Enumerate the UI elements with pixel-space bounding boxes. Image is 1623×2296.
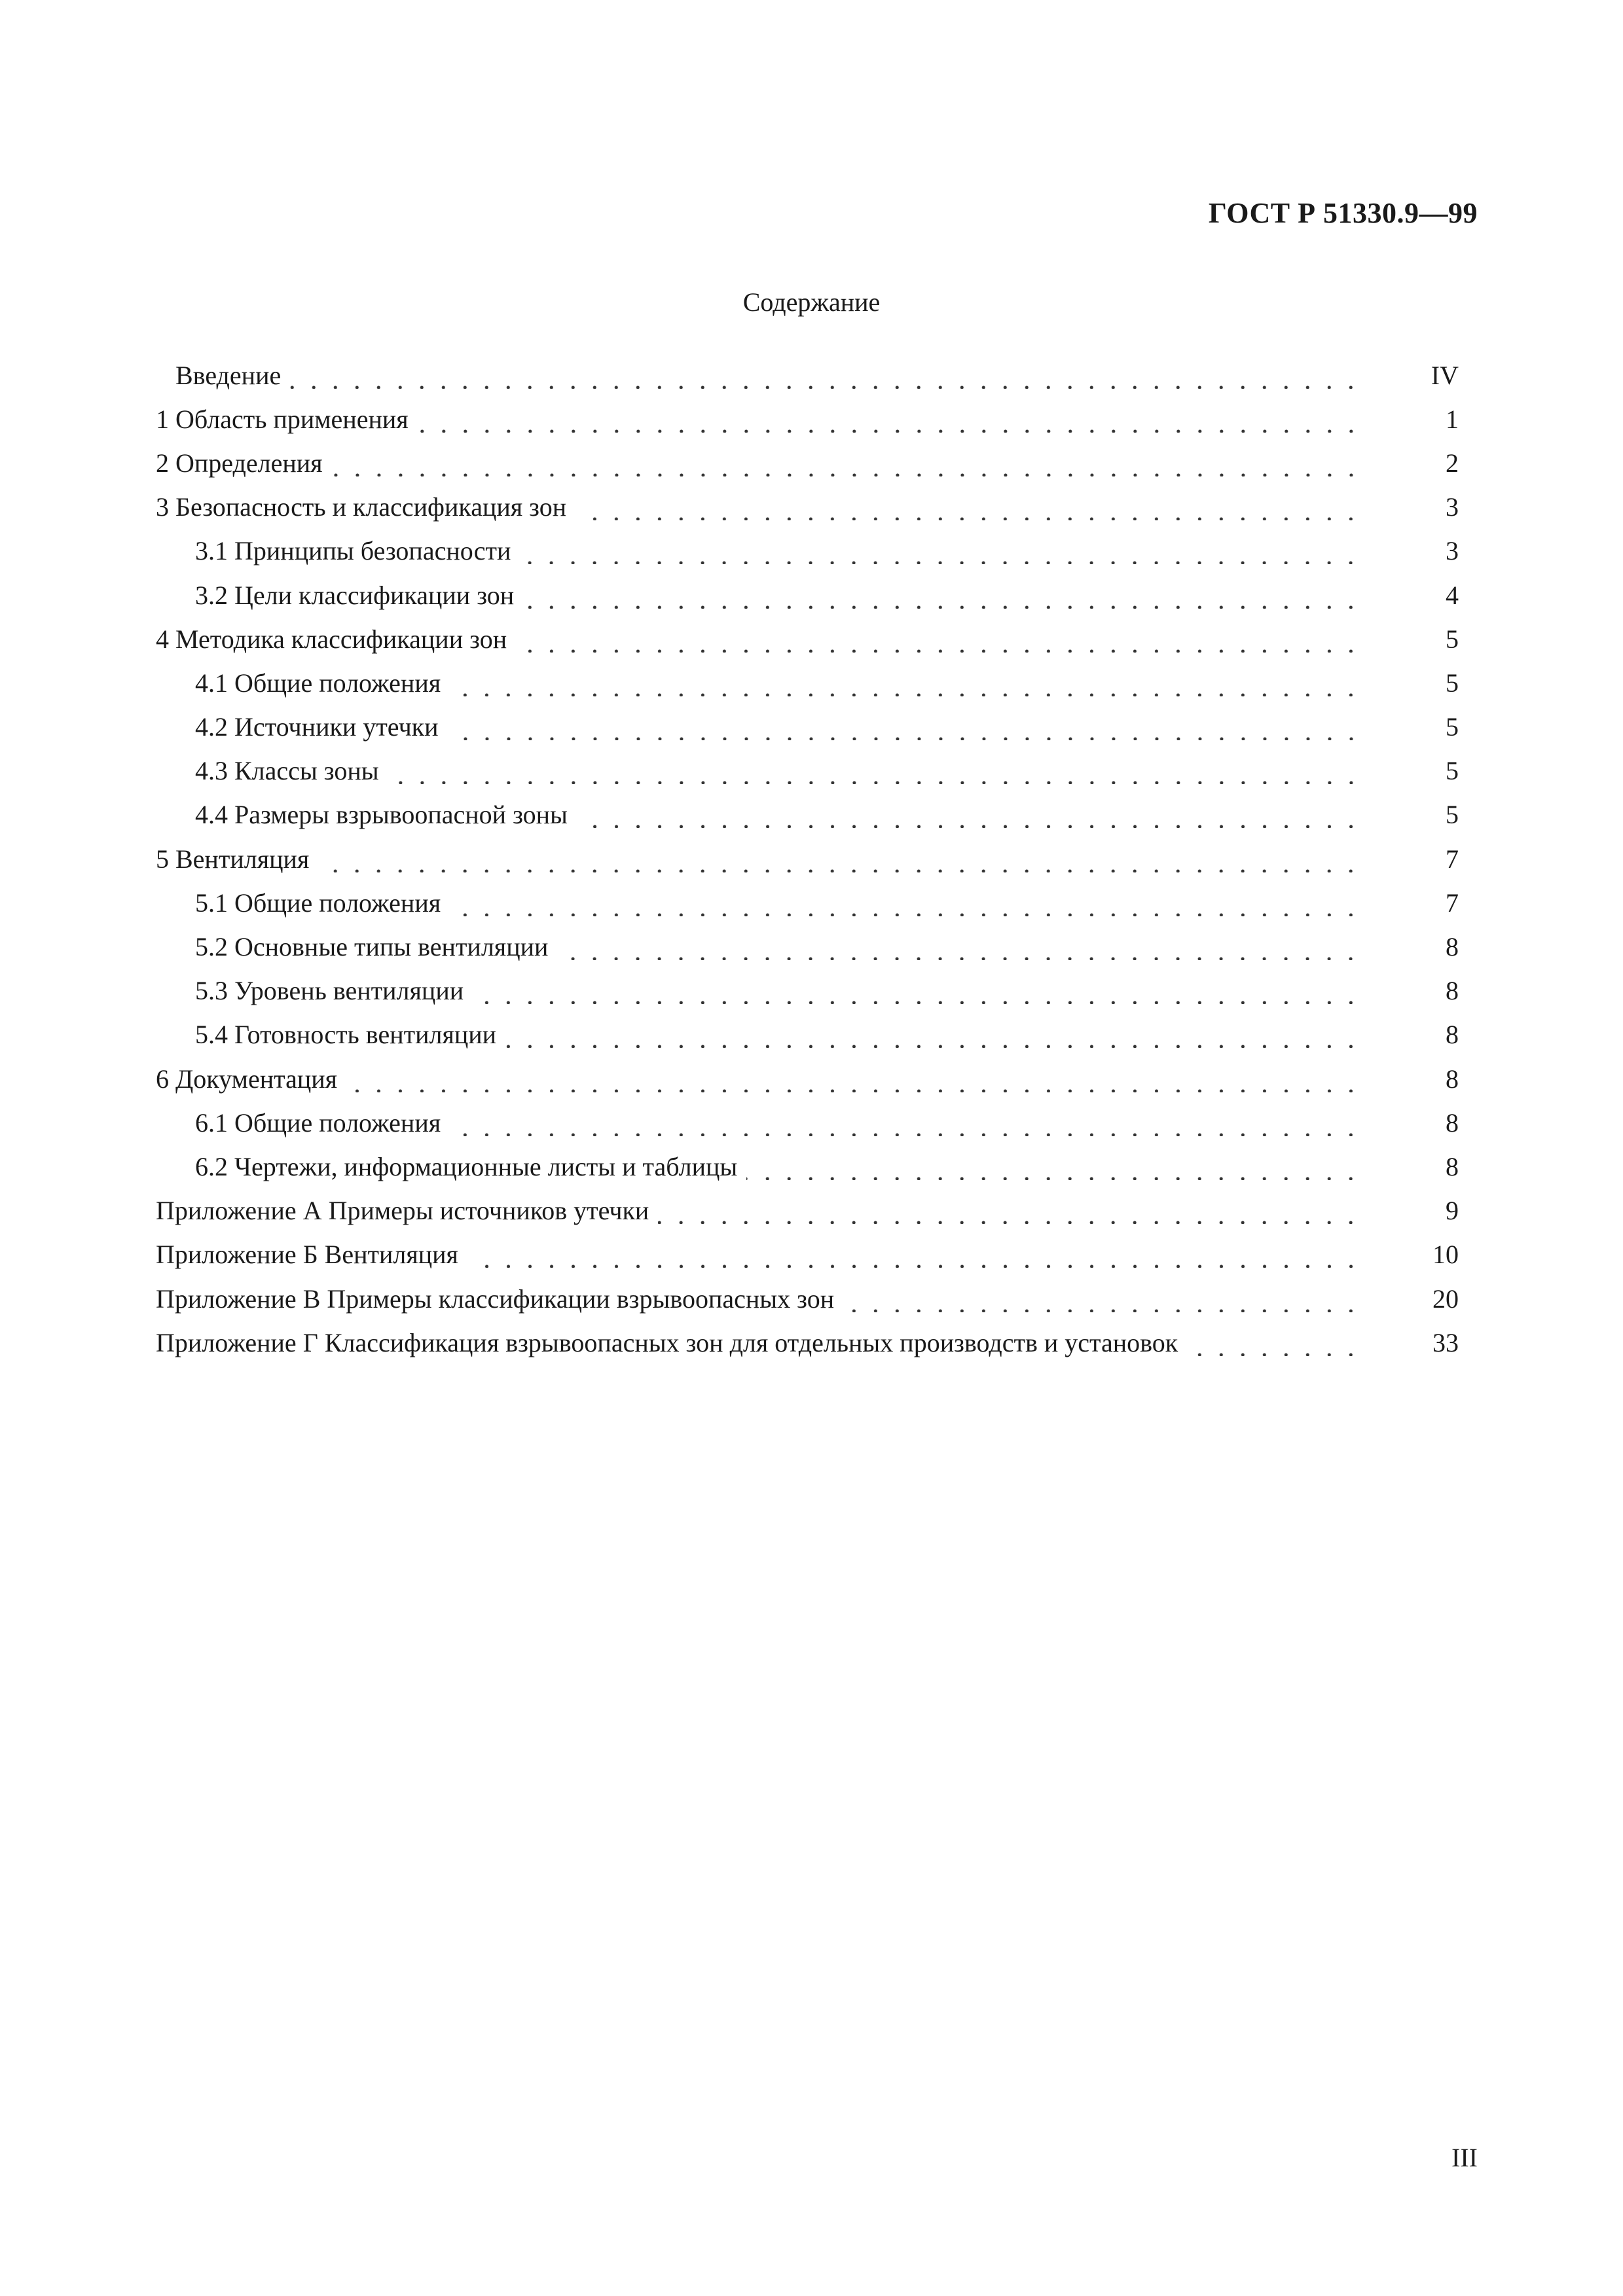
toc-entry-label: 4.3 Классы зоны xyxy=(195,756,379,786)
toc-dot-leader xyxy=(575,494,1362,520)
toc-dot-leader xyxy=(450,890,1362,916)
toc-entry-label: 5.1 Общие положения xyxy=(195,888,441,918)
toc-dot-leader xyxy=(523,583,1362,609)
toc-entry-page: 3 xyxy=(1446,536,1459,566)
toc-dot-leader xyxy=(473,978,1362,1004)
toc-entry[interactable] xyxy=(156,441,1465,485)
toc-entry[interactable] xyxy=(156,706,1465,749)
toc-entry-label: 3.2 Цели классификации зон xyxy=(195,580,515,610)
toc-entry-label: Приложение В Примеры классификации взрывоопасных зон xyxy=(156,1283,835,1314)
toc-dot-leader xyxy=(467,1242,1362,1268)
toc-entry-label: 4.1 Общие положения xyxy=(195,668,441,698)
toc-entry[interactable] xyxy=(156,1101,1465,1145)
toc-entry-page: 8 xyxy=(1446,1020,1459,1050)
toc-dot-leader xyxy=(448,714,1362,740)
toc-entry[interactable] xyxy=(156,1057,1465,1101)
toc-entry-page: 5 xyxy=(1446,668,1459,698)
toc-dot-leader xyxy=(557,934,1362,960)
toc-entry-label: 6 Документация xyxy=(156,1064,338,1094)
toc-entry-page: 3 xyxy=(1446,492,1459,522)
toc-entry-page: IV xyxy=(1431,360,1459,390)
toc-entry[interactable] xyxy=(156,397,1465,441)
toc-entry-page: 5 xyxy=(1446,712,1459,742)
toc-entry-page: 5 xyxy=(1446,756,1459,786)
toc-dot-leader xyxy=(505,1022,1362,1048)
toc-dot-leader xyxy=(520,538,1362,564)
toc-entry-label: 4 Методика классификации зон xyxy=(156,624,507,654)
standard-code-header: ГОСТ Р 51330.9—99 xyxy=(1208,197,1478,229)
toc-entry-label: 5 Вентиляция xyxy=(156,844,310,874)
toc-entry-label: Введение xyxy=(175,360,282,390)
toc-entry-page: 8 xyxy=(1446,1064,1459,1094)
toc-entry-page: 8 xyxy=(1446,932,1459,962)
toc-entry-label: 4.4 Размеры взрывоопасной зоны xyxy=(195,800,568,830)
toc-dot-leader xyxy=(450,1110,1362,1136)
toc-entry[interactable] xyxy=(156,617,1465,661)
toc-dot-leader xyxy=(388,758,1362,784)
toc-entry-page: 8 xyxy=(1446,1107,1459,1138)
toc-entry-page: 33 xyxy=(1432,1327,1459,1357)
toc-dot-leader xyxy=(318,846,1362,872)
toc-entry-label: Приложение Б Вентиляция xyxy=(156,1240,458,1270)
toc-entry-page: 4 xyxy=(1446,580,1459,610)
toc-dot-leader xyxy=(658,1198,1362,1224)
toc-entry-label: 6.1 Общие положения xyxy=(195,1107,441,1138)
toc-entry[interactable] xyxy=(156,749,1465,793)
toc-dot-leader xyxy=(843,1286,1362,1312)
toc-entry[interactable] xyxy=(156,837,1465,881)
toc-entry[interactable] xyxy=(156,529,1465,573)
toc-entry-page: 10 xyxy=(1432,1240,1459,1270)
toc-entry-label: 5.3 Уровень вентиляции xyxy=(195,976,464,1006)
toc-dot-leader xyxy=(746,1154,1362,1180)
toc-entry-page: 2 xyxy=(1446,448,1459,478)
toc-entry[interactable] xyxy=(156,881,1465,925)
toc-entry-label: 2 Определения xyxy=(156,448,323,478)
page-number: III xyxy=(1451,2143,1478,2172)
toc-entry-page: 5 xyxy=(1446,624,1459,654)
toc-entry[interactable] xyxy=(156,1321,1465,1365)
toc-entry-page: 1 xyxy=(1446,404,1459,434)
toc-entry[interactable] xyxy=(156,1233,1465,1277)
toc-dot-leader xyxy=(516,626,1362,653)
toc-dot-leader xyxy=(332,450,1362,476)
toc-entry-page: 8 xyxy=(1446,976,1459,1006)
toc-entry-page: 7 xyxy=(1446,888,1459,918)
table-of-contents xyxy=(156,353,1465,1365)
toc-entry-page: 5 xyxy=(1446,800,1459,830)
toc-entry[interactable] xyxy=(156,1189,1465,1233)
toc-entry-label: Приложение А Примеры источников утечки xyxy=(156,1196,649,1226)
toc-dot-leader xyxy=(346,1066,1362,1092)
toc-dot-leader xyxy=(577,802,1362,828)
toc-entry-page: 20 xyxy=(1432,1283,1459,1314)
toc-entry[interactable] xyxy=(156,661,1465,705)
toc-entry-label: 6.2 Чертежи, информационные листы и таблицы xyxy=(195,1151,738,1181)
toc-entry[interactable] xyxy=(156,573,1465,617)
toc-entry[interactable] xyxy=(156,353,1465,397)
toc-entry-page: 8 xyxy=(1446,1151,1459,1181)
toc-dot-leader xyxy=(450,670,1362,696)
toc-entry[interactable] xyxy=(156,1145,1465,1189)
toc-entry-page: 9 xyxy=(1446,1196,1459,1226)
toc-entry-label: 5.2 Основные типы вентиляции xyxy=(195,932,549,962)
toc-entry-page: 7 xyxy=(1446,844,1459,874)
toc-entry-label: 4.2 Источники утечки xyxy=(195,712,439,742)
toc-dot-leader xyxy=(418,406,1362,433)
toc-dot-leader xyxy=(290,363,1362,389)
toc-entry[interactable] xyxy=(156,486,1465,529)
toc-entry[interactable] xyxy=(156,1013,1465,1057)
toc-entry-label: 3 Безопасность и классификация зон xyxy=(156,492,567,522)
toc-entry-label: 3.1 Принципы безопасности xyxy=(195,536,511,566)
toc-entry[interactable] xyxy=(156,1277,1465,1321)
toc-entry-label: 1 Область применения xyxy=(156,404,409,434)
toc-entry-label: Приложение Г Классификация взрывоопасных зон для отдельных производств и установок xyxy=(156,1327,1178,1357)
toc-entry[interactable] xyxy=(156,969,1465,1013)
toc-entry[interactable] xyxy=(156,925,1465,969)
toc-entry-label: 5.4 Готовность вентиляции xyxy=(195,1020,497,1050)
toc-entry[interactable] xyxy=(156,793,1465,837)
toc-title: Содержание xyxy=(742,287,881,317)
toc-dot-leader xyxy=(1187,1330,1362,1356)
